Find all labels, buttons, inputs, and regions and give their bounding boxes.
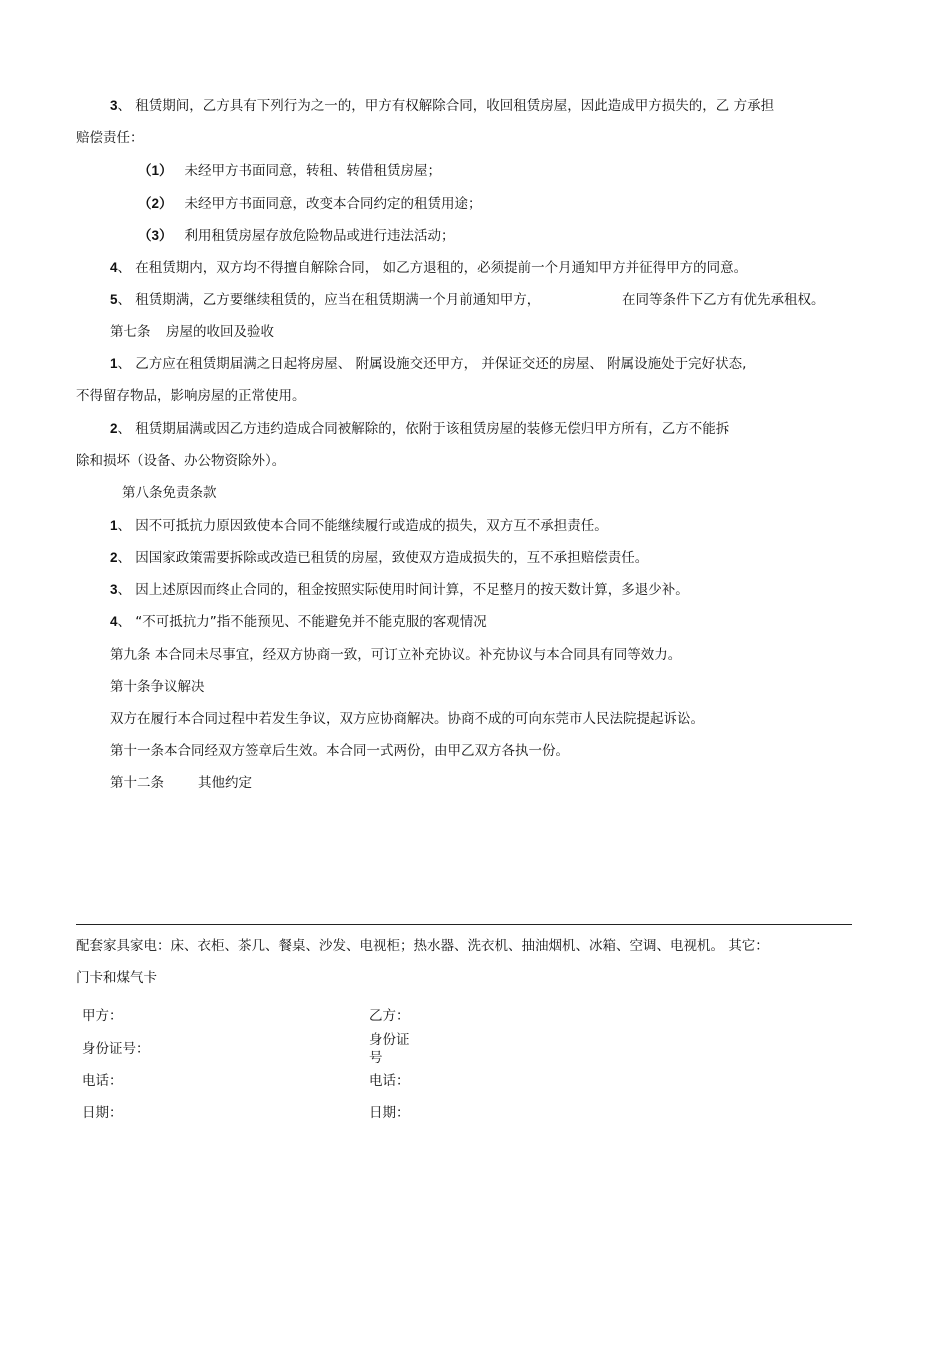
item-text: 、 租赁期届满或因乙方违约造成合同被解除的，依附于该租赁房屋的装修无偿归甲方所有，乙方不能拆 bbox=[117, 421, 730, 437]
item-text: 、 在租赁期内，双方均不得擅自解除合同， 如乙方退租的，必须提前一个月通知甲方并征得甲方的同意。 bbox=[117, 260, 748, 276]
sub-item-number: （1） bbox=[138, 163, 173, 178]
clause10-title: 第十条争议解决 bbox=[110, 679, 205, 695]
clause7-item2-continuation: 除和损坏（设备、办公物资除外）。 bbox=[76, 453, 286, 469]
clause8-title: 第八条免责条款 bbox=[122, 485, 217, 501]
clause6-item3-continuation: 赔偿责任： bbox=[76, 130, 144, 146]
item-number: 3 bbox=[110, 98, 118, 113]
party-b-id-label bbox=[369, 1031, 410, 1067]
clause7-item1 bbox=[110, 354, 746, 374]
sub-item-number: （3） bbox=[138, 228, 173, 243]
clause6-sub1 bbox=[138, 161, 441, 181]
clause7-title: 第七条 bbox=[110, 324, 151, 340]
party-a-date-label: 日期： bbox=[82, 1105, 123, 1121]
clause8-item3 bbox=[110, 580, 689, 600]
clause8-item4 bbox=[110, 612, 487, 632]
clause6-item5-part2: 在同等条件下乙方有优先承租权。 bbox=[622, 292, 825, 308]
clause7-title-text: 房屋的收回及验收 bbox=[166, 324, 274, 340]
sub-item-text: 利用租赁房屋存放危险物品或进行违法活动； bbox=[184, 228, 455, 244]
party-b-phone-label: 电话： bbox=[369, 1073, 410, 1089]
item-text: 、 乙方应在租赁期届满之日起将房屋、 附属设施交还甲方， 并保证交还的房屋、 附属设施处于完好状态, bbox=[117, 356, 747, 372]
clause6-item5 bbox=[110, 290, 540, 310]
party-a-id-label: 身份证号： bbox=[82, 1041, 150, 1057]
item-number: 1 bbox=[110, 518, 118, 533]
clause12-title: 第十二条 bbox=[110, 775, 164, 791]
clause6-item4 bbox=[110, 258, 747, 278]
item-text: 、 因国家政策需要拆除或改造已租赁的房屋，致使双方造成损失的，互不承担赔偿责任。 bbox=[117, 550, 649, 566]
sub-item-text: 未经甲方书面同意，改变本合同约定的租赁用途； bbox=[184, 196, 482, 212]
item-text: 、 因不可抵抗力原因致使本合同不能继续履行或造成的损失，双方互不承担责任。 bbox=[117, 518, 608, 534]
party-b-id-label-line2: 号 bbox=[369, 1050, 383, 1066]
clause7-item1-continuation: 不得留存物品，影响房屋的正常使用。 bbox=[76, 388, 306, 404]
party-a-phone-label: 电话： bbox=[82, 1073, 123, 1089]
sub-item-number: （2） bbox=[138, 196, 173, 211]
item-text: 、 “不可抵抗力”指不能预见、不能避免并不能克服的客观情况 bbox=[117, 614, 487, 630]
item-text: 、 租赁期满，乙方要继续租赁的，应当在租赁期满一个月前通知甲方， bbox=[117, 292, 541, 308]
item-number: 3 bbox=[110, 582, 118, 597]
item-text: 、 租赁期间，乙方具有下列行为之一的，甲方有权解除合同，收回租赁房屋，因此造成甲方损失的，乙 方承担 bbox=[117, 98, 775, 114]
furnishings-line2: 门卡和煤气卡 bbox=[76, 970, 157, 986]
furnishings-line1: 配套家具家电：床、衣柜、茶几、餐桌、沙发、电视柜；热水器、洗衣机、抽油烟机、冰箱、空调、电视机。 其它： bbox=[76, 938, 769, 954]
section-divider bbox=[76, 924, 852, 925]
item-number: 4 bbox=[110, 614, 118, 629]
party-a-label: 甲方： bbox=[82, 1008, 123, 1024]
clause6-item3 bbox=[110, 96, 774, 116]
party-b-date-label: 日期： bbox=[369, 1105, 410, 1121]
item-number: 4 bbox=[110, 260, 118, 275]
sub-item-text: 未经甲方书面同意，转租、转借租赁房屋； bbox=[184, 163, 442, 179]
clause9-text: 第九条 本合同未尽事宜，经双方协商一致，可订立补充协议。补充协议与本合同具有同等效力。 bbox=[110, 647, 682, 663]
clause11-text: 第十一条本合同经双方签章后生效。本合同一式两份，由甲乙双方各执一份。 bbox=[110, 743, 569, 759]
item-text: 、 因上述原因而终止合同的，租金按照实际使用时间计算，不足整月的按天数计算，多退少补。 bbox=[117, 582, 689, 598]
party-b-label: 乙方： bbox=[369, 1008, 410, 1024]
clause10-text: 双方在履行本合同过程中若发生争议，双方应协商解决。协商不成的可向东莞市人民法院提起诉讼。 bbox=[110, 711, 704, 727]
clause6-sub3 bbox=[138, 226, 455, 246]
clause12-title-text: 其他约定 bbox=[198, 775, 252, 791]
item-number: 2 bbox=[110, 550, 118, 565]
clause6-sub2 bbox=[138, 194, 482, 214]
item-number: 2 bbox=[110, 421, 118, 436]
item-number: 1 bbox=[110, 356, 118, 371]
item-number: 5 bbox=[110, 292, 118, 307]
clause7-item2 bbox=[110, 419, 729, 439]
clause8-item2 bbox=[110, 548, 648, 568]
clause8-item1 bbox=[110, 516, 608, 536]
party-b-id-label-line1: 身份证 bbox=[369, 1032, 410, 1048]
